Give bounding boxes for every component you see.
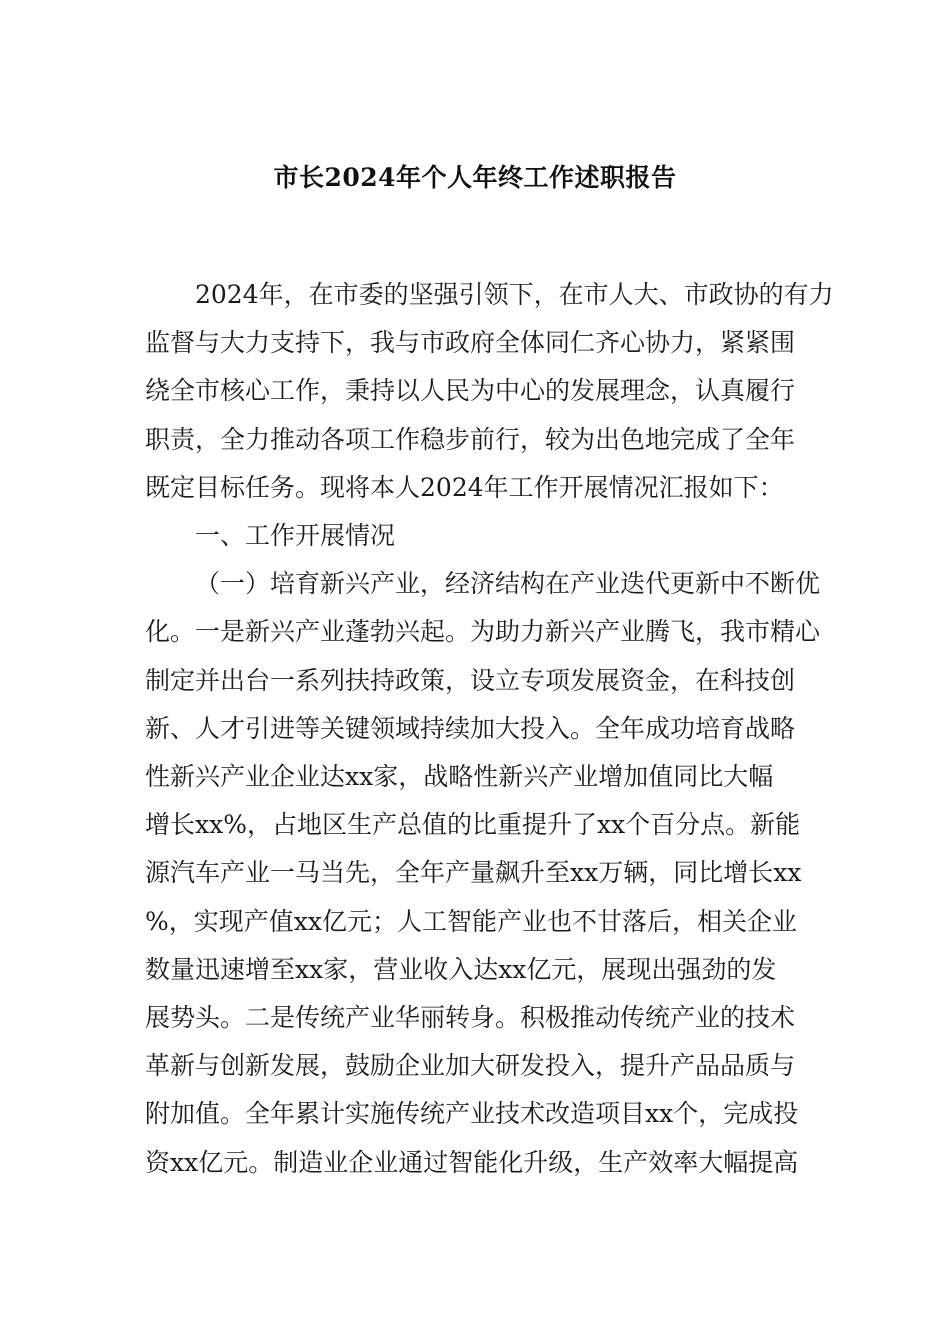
paragraph-line: 制定并出台一系列扶持政策，设立专项发展资金，在科技创 bbox=[145, 665, 796, 695]
paragraph-line: 展势头。二是传统产业华丽转身。积极推动传统产业的技术 bbox=[145, 1003, 796, 1033]
paragraph-line: 新、人才引进等关键领域持续加大投入。全年成功培育战略 bbox=[145, 713, 796, 743]
paragraph-line: 附加值。全年累计实施传统产业技术改造项目xx个，完成投 bbox=[145, 1099, 799, 1129]
paragraph-line: 源汽车产业一马当先，全年产量飙升至xx万辆，同比增长xx bbox=[145, 858, 802, 888]
paragraph-line: 资xx亿元。制造业企业通过智能化升级，生产效率大幅提高 bbox=[145, 1147, 799, 1177]
paragraph-line: 职责，全力推动各项工作稳步前行，较为出色地完成了全年 bbox=[145, 424, 796, 454]
paragraph-line: 既定目标任务。现将本人2024年工作开展情况汇报如下： bbox=[145, 472, 784, 502]
paragraph-line: 革新与创新发展，鼓励企业加大研发投入，提升产品品质与 bbox=[145, 1051, 796, 1081]
paragraph-line: 监督与大力支持下，我与市政府全体同仁齐心协力，紧紧围 bbox=[145, 328, 796, 358]
paragraph-line: %，实现产值xx亿元；人工智能产业也不甘落后，相关企业 bbox=[145, 906, 797, 936]
document-title: 市长2024年个人年终工作述职报告 bbox=[273, 163, 677, 192]
paragraph-line: 2024年，在市委的坚强引领下，在市人大、市政协的有力 bbox=[195, 280, 834, 309]
paragraph-line: 增长xx%，占地区生产总值的比重提升了xx个百分点。新能 bbox=[145, 810, 801, 840]
paragraph-line: 数量迅速增至xx家，营业收入达xx亿元，展现出强劲的发 bbox=[145, 954, 777, 984]
paragraph-line: 性新兴产业企业达xx家，战略性新兴产业增加值同比大幅 bbox=[145, 762, 774, 792]
document-body bbox=[145, 271, 834, 1187]
section-heading: 一、工作开展情况 bbox=[195, 521, 396, 551]
paragraph-line: （一）培育新兴产业，经济结构在产业迭代更新中不断优 bbox=[195, 569, 821, 599]
paragraph-line: 化。一是新兴产业蓬勃兴起。为助力新兴产业腾飞，我市精心 bbox=[145, 617, 821, 647]
paragraph-line: 绕全市核心工作，秉持以人民为中心的发展理念，认真履行 bbox=[145, 376, 796, 406]
